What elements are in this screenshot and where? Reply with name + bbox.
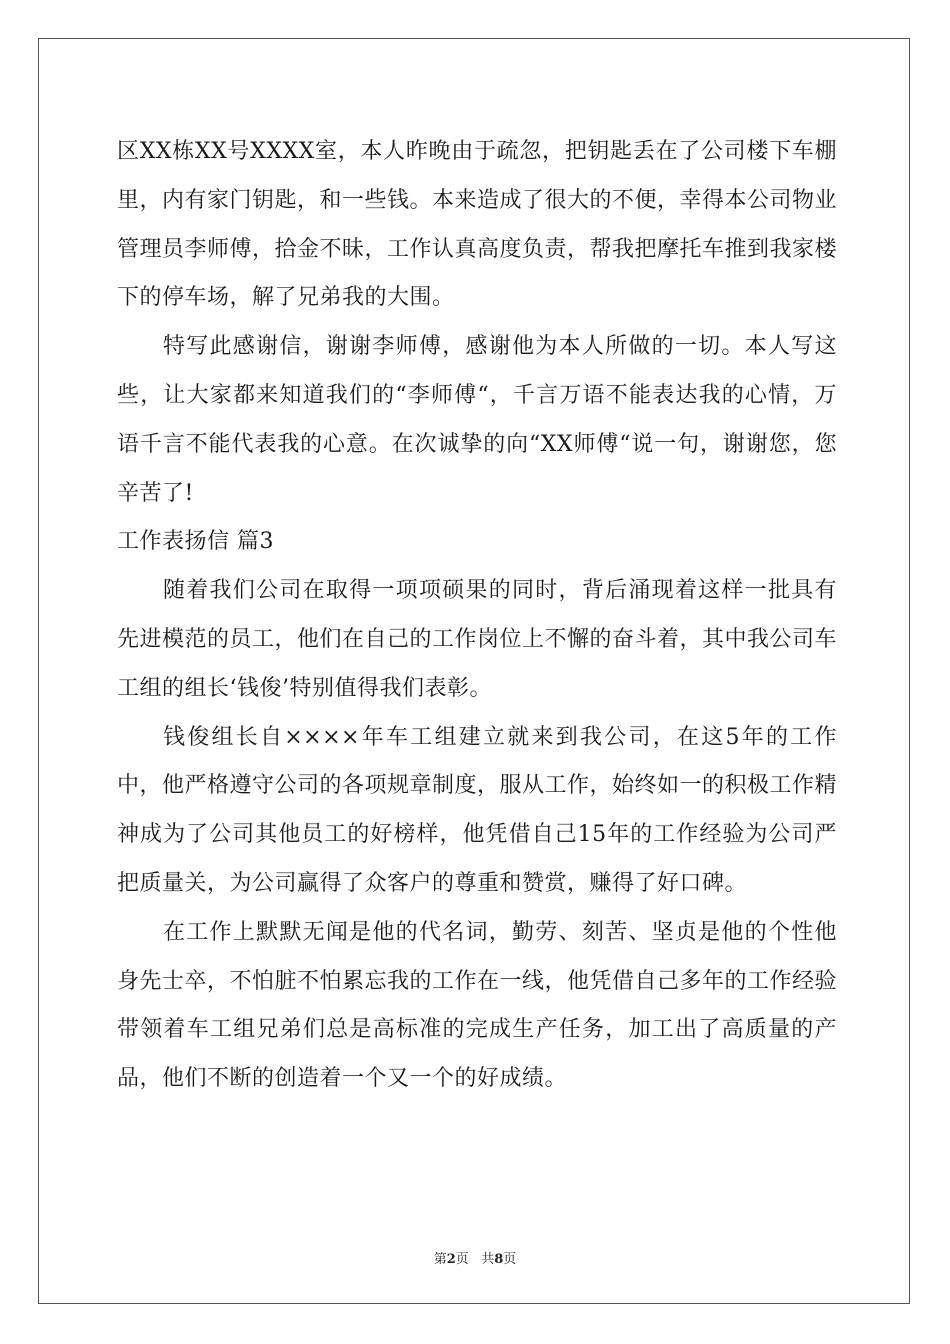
paragraph-qian-jun-history: 钱俊组长自××××年车工组建立就来到我公司，在这5年的工作中，他严格遵守公司的各项规章制度，服从工作，始终如一的积极工作精神成为了公司其他员工的好榜样，他凭借自己15年的工作经验为公司严把质量关，为公司赢得了众客户的尊重和赞赏，赚得了好口碑。 [117,724,838,896]
footer-middle: 页 共 [455,1252,495,1267]
paragraph-intro: 随着我们公司在取得一项项硕果的同时，背后涌现着这样一批具有先进模范的员工，他们在自己的工作岗位上不懈的奋斗着，其中我公司车工组的组长‘钱俊’特别值得我们表彰。 [117,578,838,701]
page-footer [0,1248,950,1267]
current-page-number: 2 [446,1252,456,1267]
total-page-number: 8 [494,1252,504,1267]
paragraph-thank-you-letter: 特写此感谢信，谢谢李师傅，感谢他为本人所做的一切。本人写这些，让大家都来知道我们的“李师傅“，千言万语不能表达我的心情，万语千言不能代表我的心意。在次诚挚的向“XX师傅“说一句，谢谢您，您辛苦了! [117,334,837,506]
paragraph-continuation: 区XX栋XX号XXXX室，本人昨晚由于疏忽，把钥匙丢在了公司楼下车棚里，内有家门钥匙，和一些钱。本来造成了很大的不便，幸得本公司物业管理员李师傅，拾金不昧，工作认真高度负责，帮我把摩托车推到我家楼下的停车场，解了兄弟我的大围。 [117,139,838,311]
footer-prefix: 第 [433,1252,447,1267]
document-body [117,128,837,1104]
footer-suffix: 页 [503,1252,517,1267]
paragraph-qian-jun-character: 在工作上默默无闻是他的代名词，勤劳、刻苦、坚贞是他的个性他身先士卒，不怕脏不怕累忘我的工作在一线，他凭借自己多年的工作经验带领着车工组兄弟们总是高标准的完成生产任务，加工出了高质量的产品，他们不断的创造着一个又一个的好成绩。 [117,919,838,1092]
section-heading: 工作表扬信 篇3 [117,529,274,555]
